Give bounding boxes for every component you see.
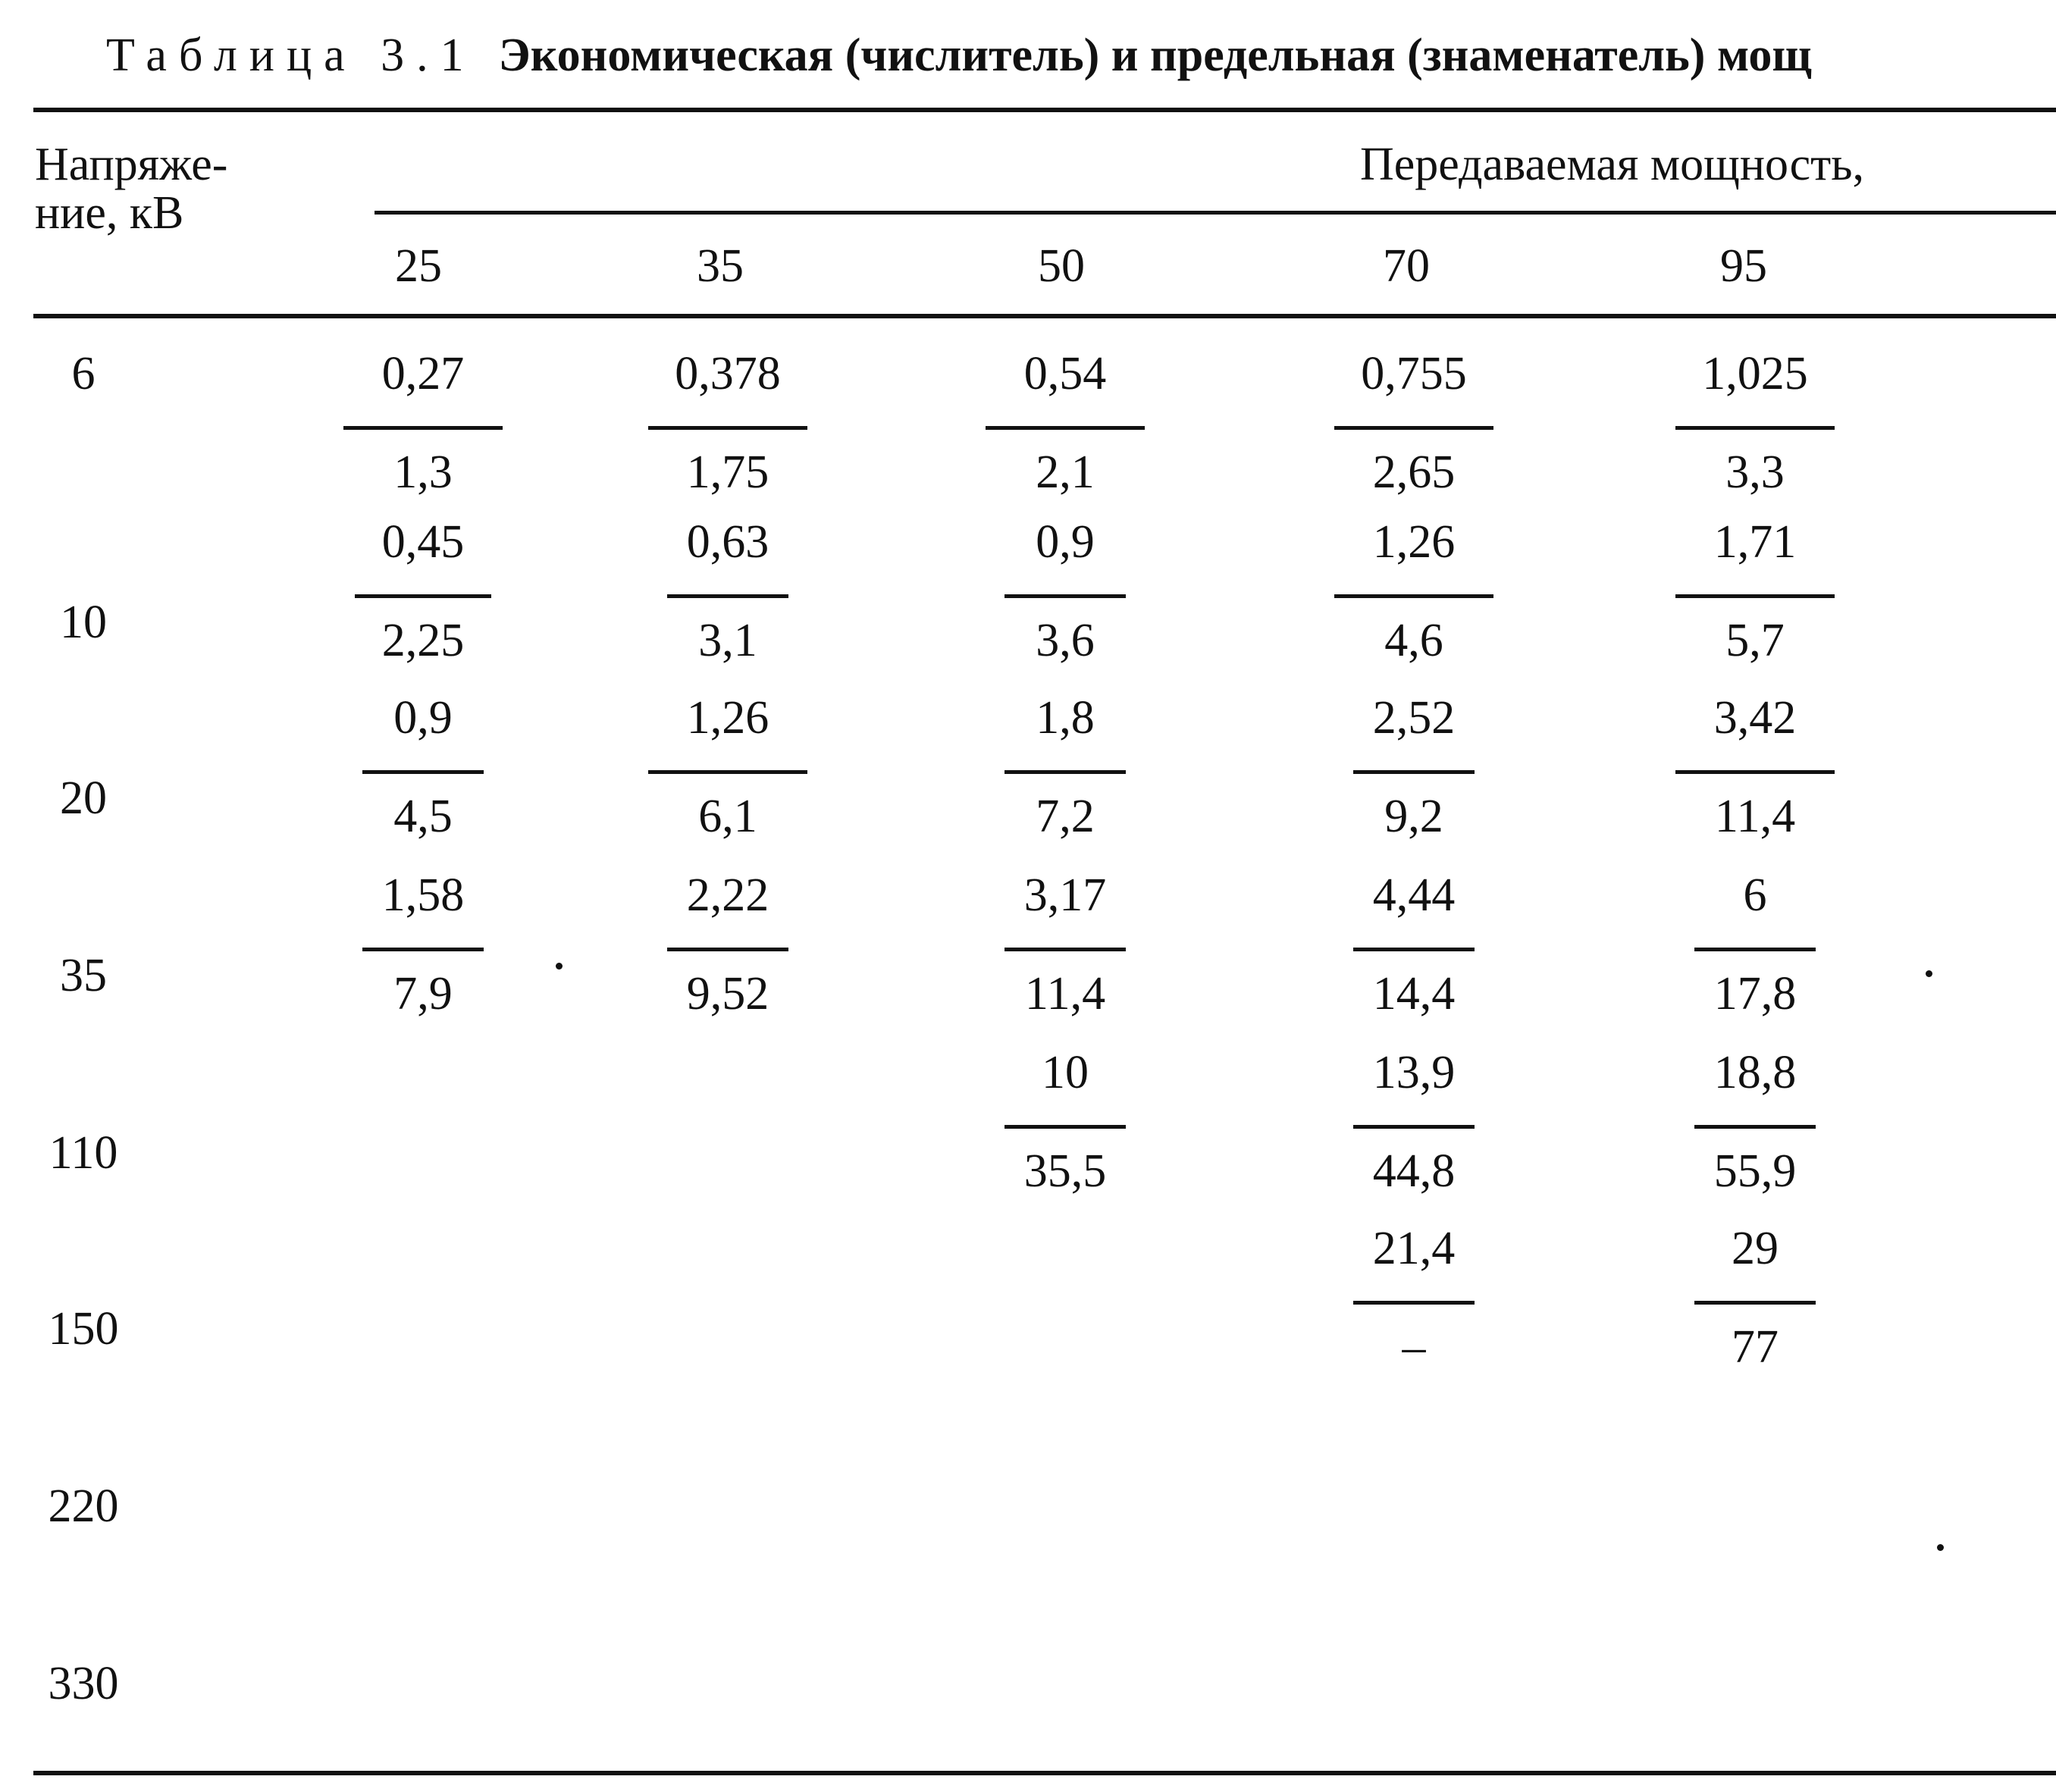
denominator-value: 1,3 bbox=[393, 446, 453, 498]
stray-mark bbox=[1926, 970, 1932, 977]
fraction-bar bbox=[1353, 770, 1475, 774]
fraction-bar bbox=[1353, 1301, 1475, 1305]
denominator-value: 55,9 bbox=[1713, 1145, 1797, 1197]
numerator-value: 0,755 bbox=[1361, 348, 1467, 399]
fraction-bar bbox=[648, 426, 807, 430]
denominator-value: 7,9 bbox=[393, 968, 453, 1020]
fraction-bar bbox=[1353, 1125, 1475, 1129]
denominator-value: 77 bbox=[1732, 1321, 1779, 1373]
denominator-value: 4,5 bbox=[393, 791, 453, 842]
denominator-value: 2,25 bbox=[381, 615, 465, 666]
section-header-95: 95 bbox=[1720, 240, 1767, 292]
numerator-value: 0,378 bbox=[675, 348, 781, 399]
numerator-value: 1,26 bbox=[1372, 516, 1456, 568]
voltage-cell: 6 bbox=[71, 348, 96, 399]
voltage-cell: 220 bbox=[48, 1480, 119, 1532]
fraction-bar bbox=[1334, 594, 1493, 598]
fraction-bar bbox=[986, 426, 1145, 430]
numerator-value: 0,45 bbox=[381, 516, 465, 568]
numerator-value: 0,9 bbox=[1036, 516, 1095, 568]
numerator-value: 3,17 bbox=[1023, 869, 1107, 921]
denominator-value: 4,6 bbox=[1384, 615, 1443, 666]
fraction-bar bbox=[362, 948, 484, 951]
voltage-header-line1: Напряже- bbox=[35, 139, 228, 190]
fraction-bar bbox=[667, 948, 788, 951]
section-header-70: 70 bbox=[1383, 240, 1430, 292]
bottom-rule bbox=[33, 1771, 2056, 1775]
voltage-header-line2: ние, кВ bbox=[35, 187, 184, 239]
fraction-bar bbox=[1004, 770, 1126, 774]
fraction-bar bbox=[667, 594, 788, 598]
header-bottom-rule bbox=[33, 314, 2056, 318]
fraction-bar bbox=[1353, 948, 1475, 951]
numerator-value: 2,22 bbox=[686, 869, 769, 921]
numerator-value: 1,025 bbox=[1702, 348, 1808, 399]
denominator-value: 1,75 bbox=[686, 446, 769, 498]
numerator-value: 13,9 bbox=[1372, 1047, 1456, 1098]
voltage-cell: 110 bbox=[49, 1127, 118, 1179]
fraction-bar bbox=[1004, 1125, 1126, 1129]
caption-label: Таблица 3.1 bbox=[106, 30, 476, 81]
denominator-value: 11,4 bbox=[1714, 791, 1796, 842]
fraction-bar bbox=[1694, 1125, 1816, 1129]
fraction-bar bbox=[362, 770, 484, 774]
section-header-35: 35 bbox=[697, 240, 744, 292]
stray-mark bbox=[1937, 1544, 1944, 1551]
numerator-value: 29 bbox=[1732, 1223, 1779, 1274]
denominator-value: 35,5 bbox=[1023, 1145, 1107, 1197]
denominator-value: 3,3 bbox=[1725, 446, 1785, 498]
fraction-bar bbox=[1694, 948, 1816, 951]
numerator-value: 0,54 bbox=[1023, 348, 1107, 399]
numerator-value: 6 bbox=[1743, 869, 1767, 921]
denominator-value: 17,8 bbox=[1713, 968, 1797, 1020]
numerator-value: 1,26 bbox=[686, 692, 769, 744]
voltage-cell: 10 bbox=[60, 597, 107, 648]
numerator-value: 0,27 bbox=[381, 348, 465, 399]
voltage-cell: 150 bbox=[48, 1303, 119, 1355]
denominator-value: 2,65 bbox=[1372, 446, 1456, 498]
voltage-cell: 330 bbox=[48, 1658, 119, 1709]
denominator-value: 2,1 bbox=[1036, 446, 1095, 498]
denominator-value: 5,7 bbox=[1725, 615, 1785, 666]
fraction-bar bbox=[1004, 594, 1126, 598]
denominator-value: 11,4 bbox=[1024, 968, 1106, 1020]
denominator-value: 44,8 bbox=[1372, 1145, 1456, 1197]
denominator-value: 14,4 bbox=[1372, 968, 1456, 1020]
fraction-bar bbox=[1004, 948, 1126, 951]
denominator-value: – bbox=[1402, 1321, 1426, 1373]
fraction-bar bbox=[1694, 1301, 1816, 1305]
voltage-cell: 20 bbox=[60, 772, 107, 824]
numerator-value: 1,71 bbox=[1713, 516, 1797, 568]
fraction-bar bbox=[1675, 594, 1835, 598]
denominator-value: 6,1 bbox=[698, 791, 757, 842]
fraction-bar bbox=[1675, 426, 1835, 430]
numerator-value: 4,44 bbox=[1372, 869, 1456, 921]
power-group-header: Передаваемая мощность, bbox=[1360, 139, 1864, 190]
fraction-bar bbox=[648, 770, 807, 774]
voltage-cell: 35 bbox=[60, 950, 107, 1001]
fraction-bar bbox=[355, 594, 491, 598]
numerator-value: 18,8 bbox=[1713, 1047, 1797, 1098]
numerator-value: 21,4 bbox=[1372, 1223, 1456, 1274]
denominator-value: 9,52 bbox=[686, 968, 769, 1020]
fraction-bar bbox=[1334, 426, 1493, 430]
group-header-rule bbox=[375, 211, 2056, 215]
denominator-value: 9,2 bbox=[1384, 791, 1443, 842]
denominator-value: 3,6 bbox=[1036, 615, 1095, 666]
numerator-value: 0,9 bbox=[393, 692, 453, 744]
section-header-25: 25 bbox=[395, 240, 442, 292]
fraction-bar bbox=[1675, 770, 1835, 774]
stray-mark bbox=[556, 963, 563, 970]
table-caption bbox=[106, 32, 1812, 79]
fraction-bar bbox=[343, 426, 503, 430]
section-header-50: 50 bbox=[1038, 240, 1085, 292]
denominator-value: 3,1 bbox=[698, 615, 757, 666]
numerator-value: 10 bbox=[1042, 1047, 1089, 1098]
numerator-value: 3,42 bbox=[1713, 692, 1797, 744]
numerator-value: 2,52 bbox=[1372, 692, 1456, 744]
caption-title: Экономическая (числитель) и предельная (знаменатель) мощ bbox=[498, 30, 1812, 81]
numerator-value: 0,63 bbox=[686, 516, 769, 568]
numerator-value: 1,8 bbox=[1036, 692, 1095, 744]
denominator-value: 7,2 bbox=[1036, 791, 1095, 842]
top-rule bbox=[33, 108, 2056, 112]
numerator-value: 1,58 bbox=[381, 869, 465, 921]
